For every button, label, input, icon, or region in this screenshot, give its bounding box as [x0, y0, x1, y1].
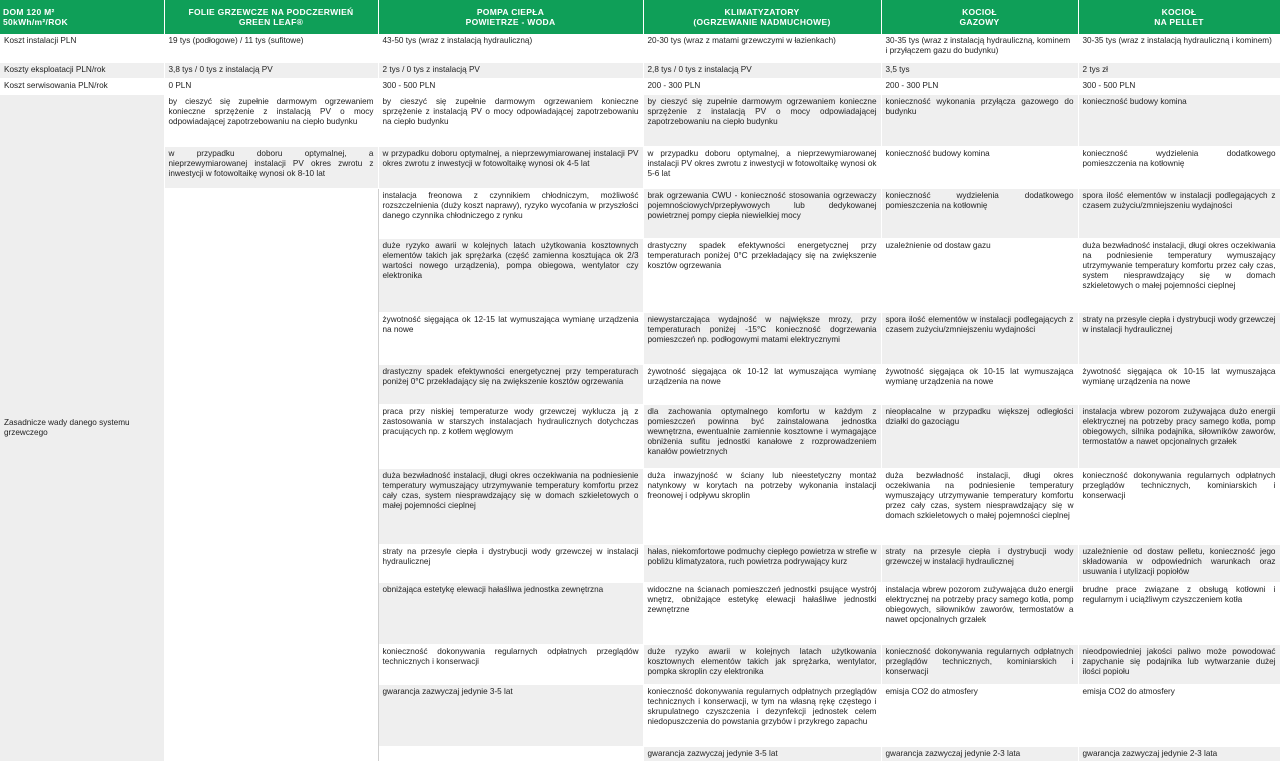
cell: hałas, niekomfortowe podmuchy ciepłego powietrza w strefie w pobliżu klimatyzatora, ruch powietrza podrywający kurz [643, 544, 881, 582]
disadvantage-row [0, 146, 1280, 188]
cell: instalacja wbrew pozorom zużywająca dużo energii elektrycznej na potrzeby pracy samego kotła, pomp obiegowych, silnika podajnika, siłowników zaworów, termostatów a nawet opcjonalnych grzałek [1078, 404, 1280, 468]
cell: praca przy niskiej temperaturze wody grzewczej wyklucza ją z zastosowania w starszych instalacjach hydraulicznych dotychczas pracujących np. z kotłem węglowym [378, 404, 643, 468]
cell: żywotność sięgająca ok 10-15 lat wymuszająca wymianę urządzenia na nowe [881, 364, 1078, 404]
cell: w przypadku doboru optymalnej, a nieprzewymiarowanej instalacji PV okres zwrotu z inwestycji w fotowoltaikę wynosi ok 5-6 lat [643, 146, 881, 188]
disadvantages-label: Zasadnicze wady danego systemu grzewczego [0, 94, 164, 761]
cell: 200 - 300 PLN [643, 78, 881, 94]
cell: gwarancja zazwyczaj jedynie 3-5 lat [643, 746, 881, 761]
cell: gwarancja zazwyczaj jedynie 3-5 lat [378, 684, 643, 746]
cell: drastyczny spadek efektywności energetycznej przy temperaturach poniżej 0°C przekładający się na zwiększenie kosztów ogrzewania [643, 238, 881, 312]
cell: spora ilość elementów w instalacji podlegających z czasem zużyciu/zmniejszeniu wydajności [1078, 188, 1280, 238]
disadvantage-row [0, 94, 1280, 146]
cell: spora ilość elementów w instalacji podlegających z czasem zużyciu/zmniejszeniu wydajności [881, 312, 1078, 364]
cell [378, 746, 643, 761]
cell: 19 tys (podłogowe) / 11 tys (sufitowe) [164, 34, 378, 62]
cell: 300 - 500 PLN [378, 78, 643, 94]
cell: uzależnienie od dostaw gazu [881, 238, 1078, 312]
cell: gwarancja zazwyczaj jedynie 2-3 lata [881, 746, 1078, 761]
cell: 30-35 tys (wraz z instalacją hydrauliczną, kominem i przyłączem gazu do budynku) [881, 34, 1078, 62]
cell: straty na przesyle ciepła i dystrybucji wody grzewczej w instalacji hydraulicznej [1078, 312, 1280, 364]
cell: 3,8 tys / 0 tys z instalacją PV [164, 62, 378, 78]
cell: 300 - 500 PLN [1078, 78, 1280, 94]
cell: widoczne na ścianach pomieszczeń jednostki psujące wystrój wnętrz, obniżające estetykę elewacji hałaśliwe jednostki zewnętrzne [643, 582, 881, 644]
cell: konieczność dokonywania regularnych odpłatnych przeglądów technicznych, kominiarskich i konserwacji [881, 644, 1078, 684]
cell: duża bezwładność instalacji, długi okres oczekiwania na podniesienie temperatury wymuszający utrzymywanie temperatury komfortu przez cały czas, system niesprawdzający się w domach szkieletowych o małej pojemności cieplnej [1078, 238, 1280, 312]
cell: duża inwazyjność w ściany lub nieestetyczny montaż natynkowy w korytach na potrzeby wykonania instalacji freonowej i odpływu skroplin [643, 468, 881, 544]
cell: nieopłacalne w przypadku większej odległości działki do gazociągu [881, 404, 1078, 468]
row-install-cost [0, 34, 1280, 62]
cell: emisja CO2 do atmosfery [881, 684, 1078, 746]
cell: by cieszyć się zupełnie darmowym ogrzewaniem konieczne sprzężenie z instalacją PV o mocy odpowiadającej zapotrzebowaniu na ciepło budynku [378, 94, 643, 146]
header-infrared-foil: FOLIE GRZEWCZE NA PODCZERWIEŃ GREEN LEAF® [164, 0, 378, 34]
row-service-cost [0, 78, 1280, 94]
cell: duże ryzyko awarii w kolejnych latach użytkowania kosztownych elementów takich jak sprężarka (część zamienna kosztująca ok 2/3 wartości nowego urządzenia), pompa obiegowa, wentylator czy elektronika [378, 238, 643, 312]
row-label: Koszty eksploatacji PLN/rok [0, 62, 164, 78]
cell: nieodpowiedniej jakości paliwo może powodować zapychanie się podajnika lub wytwarzanie dużej ilości popiołu [1078, 644, 1280, 684]
cell: duża bezwładność instalacji, długi okres oczekiwania na podniesienie temperatury wymuszający utrzymywanie temperatury komfortu przez cały czas, system niesprawdzający się w domach szkieletowych o małej pojemności cieplnej [881, 468, 1078, 544]
header-row [0, 0, 1280, 34]
cell [164, 188, 378, 761]
header-heat-pump: POMPA CIEPŁA POWIETRZE - WODA [378, 0, 643, 34]
cell: 200 - 300 PLN [881, 78, 1078, 94]
cell: w przypadku doboru optymalnej, a nieprzewymiarowanej instalacji PV okres zwrotu z inwestycji w fotowoltaikę wynosi ok 8-10 lat [164, 146, 378, 188]
row-label: Koszt instalacji PLN [0, 34, 164, 62]
cell: konieczność budowy komina [881, 146, 1078, 188]
cell: obniżająca estetykę elewacji hałaśliwa jednostka zewnętrzna [378, 582, 643, 644]
cell: 0 PLN [164, 78, 378, 94]
cell: konieczność dokonywania regularnych odpłatnych przeglądów technicznych i konserwacji, w tym na własną rękę częstego i skrupulatnego czyszczenia i dezynfekcji jednostek celem niedopuszczenia do powstania grzybów i przykrego zapachu [643, 684, 881, 746]
cell: konieczność dokonywania regularnych odpłatnych przeglądów technicznych, kominiarskich i konserwacji [1078, 468, 1280, 544]
cell: brudne prace związane z obsługą kotłowni i regularnym i uciążliwym czyszczeniem kotła [1078, 582, 1280, 644]
cell: duża bezwładność instalacji, długi okres oczekiwania na podniesienie temperatury wymuszający utrzymywanie temperatury komfortu przez cały czas, system niesprawdzający się w domach szkieletowych o małej pojemności cieplnej [378, 468, 643, 544]
disadvantage-row [0, 188, 1280, 238]
header-pellet-boiler: KOCIOŁ NA PELLET [1078, 0, 1280, 34]
cell: konieczność wydzielenia dodatkowego pomieszczenia na kotłownię [1078, 146, 1280, 188]
cell: konieczność wydzielenia dodatkowego pomieszczenia na kotłownię [881, 188, 1078, 238]
header-gas-boiler: KOCIOŁ GAZOWY [881, 0, 1078, 34]
cell: instalacja freonowa z czynnikiem chłodniczym, możliwość rozszczelnienia (duży koszt naprawy), ryzyko wycofania w przyszłości danego czynnika chłodniczego z rynku [378, 188, 643, 238]
cell: konieczność wykonania przyłącza gazowego do budynku [881, 94, 1078, 146]
cell: konieczność dokonywania regularnych odpłatnych przeglądów technicznych i konserwacji [378, 644, 643, 684]
cell: 2 tys / 0 tys z instalacją PV [378, 62, 643, 78]
cell: 43-50 tys (wraz z instalacją hydrauliczną) [378, 34, 643, 62]
row-operating-cost [0, 62, 1280, 78]
cell: w przypadku doboru optymalnej, a nieprzewymiarowanej instalacji PV okres zwrotu z inwestycji w fotowoltaikę wynosi ok 4-5 lat [378, 146, 643, 188]
cell: instalacja wbrew pozorom zużywająca dużo energii elektrycznej na potrzeby pracy samego kotła, pomp obiegowych, siłowników zaworów, termostatów a nawet opcjonalnych grzałek [881, 582, 1078, 644]
cell: straty na przesyle ciepła i dystrybucji wody grzewczej w instalacji hydraulicznej [881, 544, 1078, 582]
header-air-conditioners: KLIMATYZATORY (OGRZEWANIE NADMUCHOWE) [643, 0, 881, 34]
cell: brak ogrzewania CWU - konieczność stosowania ogrzewaczy pojemnościowych/przepływowych lub dedykowanej powietrznej pompy ciepła niewielkiej mocy [643, 188, 881, 238]
cell: emisja CO2 do atmosfery [1078, 684, 1280, 746]
cell: dla zachowania optymalnego komfortu w każdym z pomieszczeń powinna być zainstalowana jednostka wewnętrzna, ewentualnie zamiennie kosztowne i wymagające obniżenia sufitu jednostki kanałowe z rozprowadzeniem kanałów powietrznych [643, 404, 881, 468]
cell: żywotność sięgająca ok 10-12 lat wymuszająca wymianę urządzenia na nowe [643, 364, 881, 404]
cell: uzależnienie od dostaw pelletu, konieczność jego składowania w odpowiednich warunkach oraz usuwania i utylizacji popiołów [1078, 544, 1280, 582]
cell: żywotność sięgająca ok 12-15 lat wymuszająca wymianę urządzenia na nowe [378, 312, 643, 364]
cell: 30-35 tys (wraz z instalacją hydrauliczną i kominem) [1078, 34, 1280, 62]
header-house: DOM 120 M² 50kWh/m²/ROK [0, 0, 164, 34]
cell: 2 tys zł [1078, 62, 1280, 78]
row-label: Koszt serwisowania PLN/rok [0, 78, 164, 94]
cell: niewystarczająca wydajność w największe mrozy, przy temperaturach poniżej -15°C konieczność dogrzewania pomieszczeń np. podłogowymi matami elektrycznymi [643, 312, 881, 364]
cell: żywotność sięgająca ok 10-15 lat wymuszająca wymianę urządzenia na nowe [1078, 364, 1280, 404]
cell: gwarancja zazwyczaj jedynie 2-3 lata [1078, 746, 1280, 761]
cell: by cieszyć się zupełnie darmowym ogrzewaniem konieczne sprzężenie z instalacją PV o mocy odpowiadającej zapotrzebowaniu na ciepło budynku [164, 94, 378, 146]
cell: straty na przesyle ciepła i dystrybucji wody grzewczej w instalacji hydraulicznej [378, 544, 643, 582]
cell: 20-30 tys (wraz z matami grzewczymi w łazienkach) [643, 34, 881, 62]
cell: drastyczny spadek efektywności energetycznej przy temperaturach poniżej 0°C przekładający się na zwiększenie kosztów ogrzewania [378, 364, 643, 404]
cell: by cieszyć się zupełnie darmowym ogrzewaniem konieczne sprzężenie z instalacją PV o mocy odpowiadającej zapotrzebowaniu na ciepło budynku [643, 94, 881, 146]
cell: 2,8 tys / 0 tys z instalacją PV [643, 62, 881, 78]
cell: 3,5 tys [881, 62, 1078, 78]
cell: konieczność budowy komina [1078, 94, 1280, 146]
cell: duże ryzyko awarii w kolejnych latach użytkowania kosztownych elementów takich jak sprężarka, wentylator, pompka skroplin czy elektronika [643, 644, 881, 684]
